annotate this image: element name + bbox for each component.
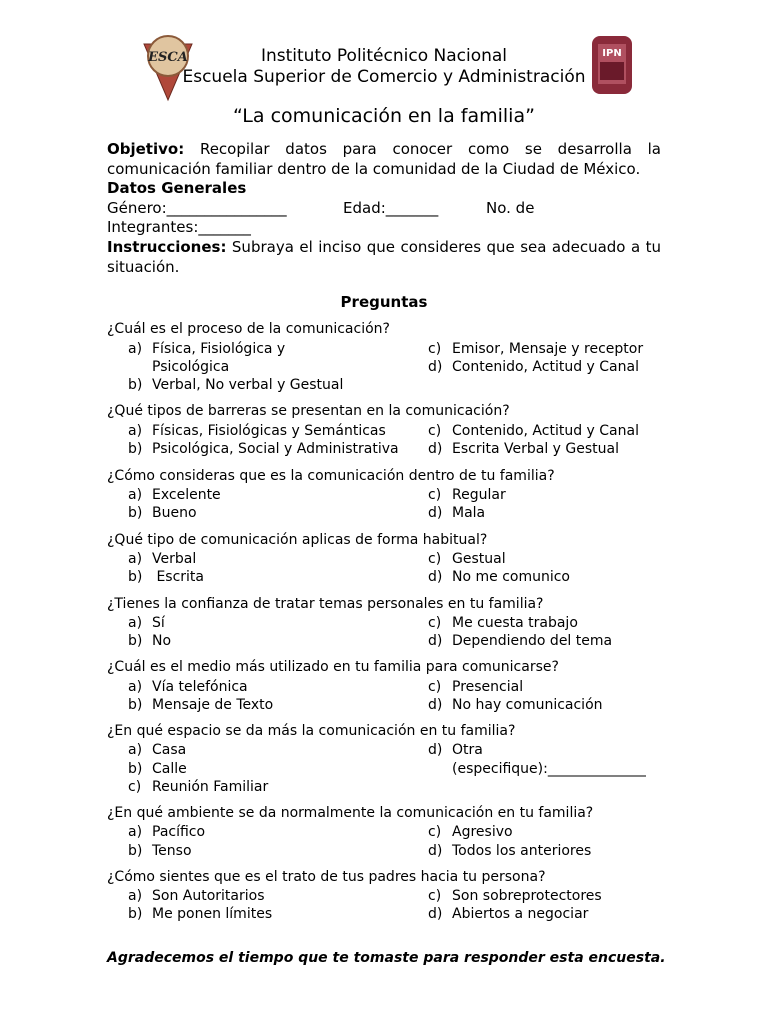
objective-label: Objetivo: <box>107 140 185 158</box>
members-field-label: No. de <box>486 199 535 217</box>
survey-title: “La comunicación en la familia” <box>233 105 535 127</box>
gender-field: Género:________________ <box>107 199 287 217</box>
option-4c[interactable]: c) Gestual <box>428 551 506 567</box>
age-field: Edad:_______ <box>343 199 439 217</box>
instructions-paragraph <box>107 238 661 277</box>
option-1a-cont: Psicológica <box>152 359 230 375</box>
option-5b[interactable]: b) No <box>128 633 172 649</box>
option-5a[interactable]: a) Sí <box>128 615 165 631</box>
objective-text: Recopilar datos para conocer como se desarrolla la comunicación familiar dentro de la comunidad de la Ciudad de México. <box>107 140 661 178</box>
option-2a[interactable]: a) Físicas, Fisiológicas y Semánticas <box>128 423 386 439</box>
question-9: ¿Cómo sientes que es el trato de tus padres hacia tu persona? <box>107 869 546 885</box>
option-9a[interactable]: a) Son Autoritarios <box>128 888 265 904</box>
institute-name: Instituto Politécnico Nacional <box>260 46 508 66</box>
option-6c[interactable]: c) Presencial <box>428 679 524 695</box>
option-7d-specify[interactable]: (especifique):______________ <box>452 761 646 777</box>
option-1d[interactable]: d) Contenido, Actitud y Canal <box>428 359 639 375</box>
option-6b[interactable]: b) Mensaje de Texto <box>128 697 274 713</box>
option-3c[interactable]: c) Regular <box>428 487 506 503</box>
general-data-heading: Datos Generales <box>107 179 247 197</box>
option-9c[interactable]: c) Son sobreprotectores <box>428 888 602 904</box>
option-9d[interactable]: d) Abiertos a negociar <box>428 906 589 922</box>
option-8b[interactable]: b) Tenso <box>128 843 192 859</box>
question-5: ¿Tienes la confianza de tratar temas personales en tu familia? <box>107 596 544 612</box>
option-5d[interactable]: d) Dependiendo del tema <box>428 633 613 649</box>
option-8c[interactable]: c) Agresivo <box>428 824 513 840</box>
thank-you-note: Agradecemos el tiempo que te tomaste para responder esta encuesta. <box>107 950 666 966</box>
school-name: Escuela Superior de Comercio y Administración <box>182 67 586 87</box>
option-4a[interactable]: a) Verbal <box>128 551 197 567</box>
option-1b[interactable]: b) Verbal, No verbal y Gestual <box>128 377 344 393</box>
option-3a[interactable]: a) Excelente <box>128 487 221 503</box>
option-3b[interactable]: b) Bueno <box>128 505 197 521</box>
members-field: Integrantes:_______ <box>107 218 251 236</box>
option-8d[interactable]: d) Todos los anteriores <box>428 843 592 859</box>
option-7d[interactable]: d) Otra <box>428 742 483 758</box>
option-7a[interactable]: a) Casa <box>128 742 187 758</box>
option-1c[interactable]: c) Emisor, Mensaje y receptor <box>428 341 644 357</box>
question-8: ¿En qué ambiente se da normalmente la comunicación en tu familia? <box>107 805 594 821</box>
svg-text:ESCA: ESCA <box>148 50 188 65</box>
questions-heading: Preguntas <box>340 293 428 311</box>
question-6: ¿Cuál es el medio más utilizado en tu familia para comunicarse? <box>107 659 559 675</box>
option-4d[interactable]: d) No me comunico <box>428 569 570 585</box>
instructions-text: Subraya el inciso que consideres que sea adecuado a tu situación. <box>107 238 661 276</box>
option-2b[interactable]: b) Psicológica, Social y Administrativa <box>128 441 399 457</box>
option-2c[interactable]: c) Contenido, Actitud y Canal <box>428 423 639 439</box>
question-1: ¿Cuál es el proceso de la comunicación? <box>107 321 390 337</box>
instructions-label: Instrucciones: <box>107 238 227 256</box>
objective-paragraph <box>107 140 661 179</box>
question-7: ¿En qué espacio se da más la comunicación en tu familia? <box>107 723 516 739</box>
option-7b[interactable]: b) Calle <box>128 761 187 777</box>
option-5c[interactable]: c) Me cuesta trabajo <box>428 615 578 631</box>
option-4b[interactable]: b) Escrita <box>128 569 205 585</box>
option-2d[interactable]: d) Escrita Verbal y Gestual <box>428 441 619 457</box>
option-7c[interactable]: c) Reunión Familiar <box>128 779 269 795</box>
question-3: ¿Cómo consideras que es la comunicación dentro de tu familia? <box>107 468 555 484</box>
option-6a[interactable]: a) Vía telefónica <box>128 679 248 695</box>
option-8a[interactable]: a) Pacífico <box>128 824 206 840</box>
option-6d[interactable]: d) No hay comunicación <box>428 697 603 713</box>
option-3d[interactable]: d) Mala <box>428 505 486 521</box>
option-1a[interactable]: a) Física, Fisiológica y <box>128 341 286 357</box>
svg-text:IPN: IPN <box>602 48 622 59</box>
question-4: ¿Qué tipo de comunicación aplicas de forma habitual? <box>107 532 488 548</box>
question-2: ¿Qué tipos de barreras se presentan en la comunicación? <box>107 403 510 419</box>
option-9b[interactable]: b) Me ponen límites <box>128 906 273 922</box>
